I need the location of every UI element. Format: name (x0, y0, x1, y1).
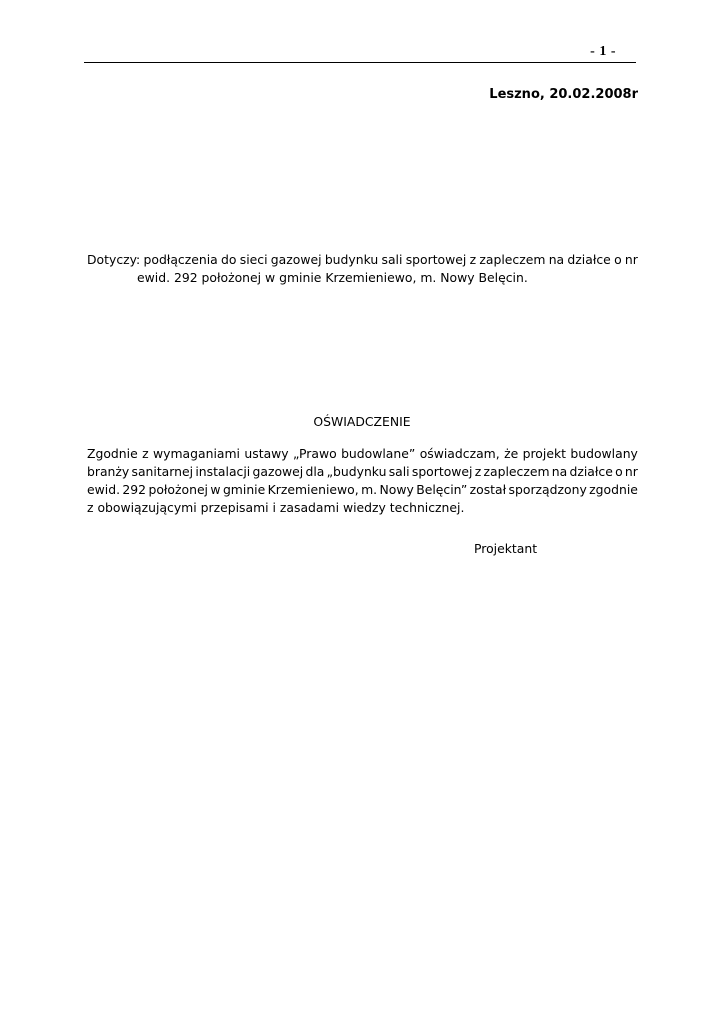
statement-word: „budynku (326, 464, 387, 479)
subject-paragraph (87, 251, 638, 287)
statement-word: „Prawo (293, 446, 337, 461)
statement-line-4: z obowiązującymi przepisami i zasadami wiedzy technicznej. (87, 500, 465, 515)
subject-word: o (614, 252, 622, 267)
subject-word: budynku (324, 252, 379, 267)
statement-word: dla (305, 464, 325, 479)
statement-word: o (615, 464, 623, 479)
statement-word: gazowej (252, 464, 304, 479)
statement-word: że (504, 446, 519, 461)
header-divider (84, 62, 636, 63)
subject-word: sportowej (405, 252, 467, 267)
statement-word: oświadczam, (419, 446, 500, 461)
statement-word: z (142, 446, 149, 461)
statement-word: nr (624, 464, 638, 479)
statement-word: instalacji (195, 464, 251, 479)
statement-word: sanitarnej (131, 464, 194, 479)
statement-word: budowlany (570, 446, 638, 461)
statement-word: Nowy (379, 482, 414, 497)
signature-label: Projektant (474, 541, 538, 556)
statement-line-3 (87, 481, 638, 499)
statement-word: Zgodnie (87, 446, 138, 461)
subject-word: z (469, 252, 477, 267)
statement-word: sportowej (411, 464, 473, 479)
statement-word: branży (87, 464, 130, 479)
statement-word: działce (569, 464, 613, 479)
place-and-date: Leszno, 20.02.2008r (489, 87, 638, 102)
subject-line-1 (87, 251, 638, 269)
statement-word: 292 (122, 482, 147, 497)
statement-line-2 (87, 463, 638, 481)
statement-word: Belęcin” (416, 482, 468, 497)
subject-word: nr (624, 252, 638, 267)
subject-word: do (221, 252, 237, 267)
statement-word: m. (361, 482, 378, 497)
subject-word: sali (381, 252, 403, 267)
statement-word: został (469, 482, 507, 497)
subject-word: podłączenia (143, 252, 218, 267)
subject-word: na (548, 252, 565, 267)
statement-word: budowlane” (341, 446, 416, 461)
statement-word: sali (388, 464, 410, 479)
statement-paragraph (87, 445, 638, 517)
statement-word: projekt (522, 446, 566, 461)
subject-word: działce (567, 252, 611, 267)
statement-word: ewid. (87, 482, 121, 497)
statement-word: gminie (222, 482, 266, 497)
statement-word: w (210, 482, 221, 497)
subject-line-2: ewid. 292 położonej w gminie Krzemieniewo, m. Nowy Belęcin. (137, 270, 528, 285)
subject-word: sieci (239, 252, 268, 267)
subject-word: Dotyczy: (87, 252, 141, 267)
statement-word: Krzemieniewo, (267, 482, 359, 497)
statement-word: położonej (148, 482, 209, 497)
statement-word: sporządzony (508, 482, 587, 497)
statement-word: wymaganiami (153, 446, 241, 461)
statement-word: zapleczem (483, 464, 550, 479)
statement-word: ustawy (244, 446, 289, 461)
statement-word: zgodnie (589, 482, 638, 497)
subject-word: gazowej (270, 252, 322, 267)
statement-line-1 (87, 445, 638, 463)
page-number: - 1 - (590, 44, 616, 59)
document-title: OŚWIADCZENIE (313, 414, 411, 429)
statement-word: z (474, 464, 482, 479)
statement-word: na (551, 464, 568, 479)
subject-word: zapleczem (479, 252, 546, 267)
